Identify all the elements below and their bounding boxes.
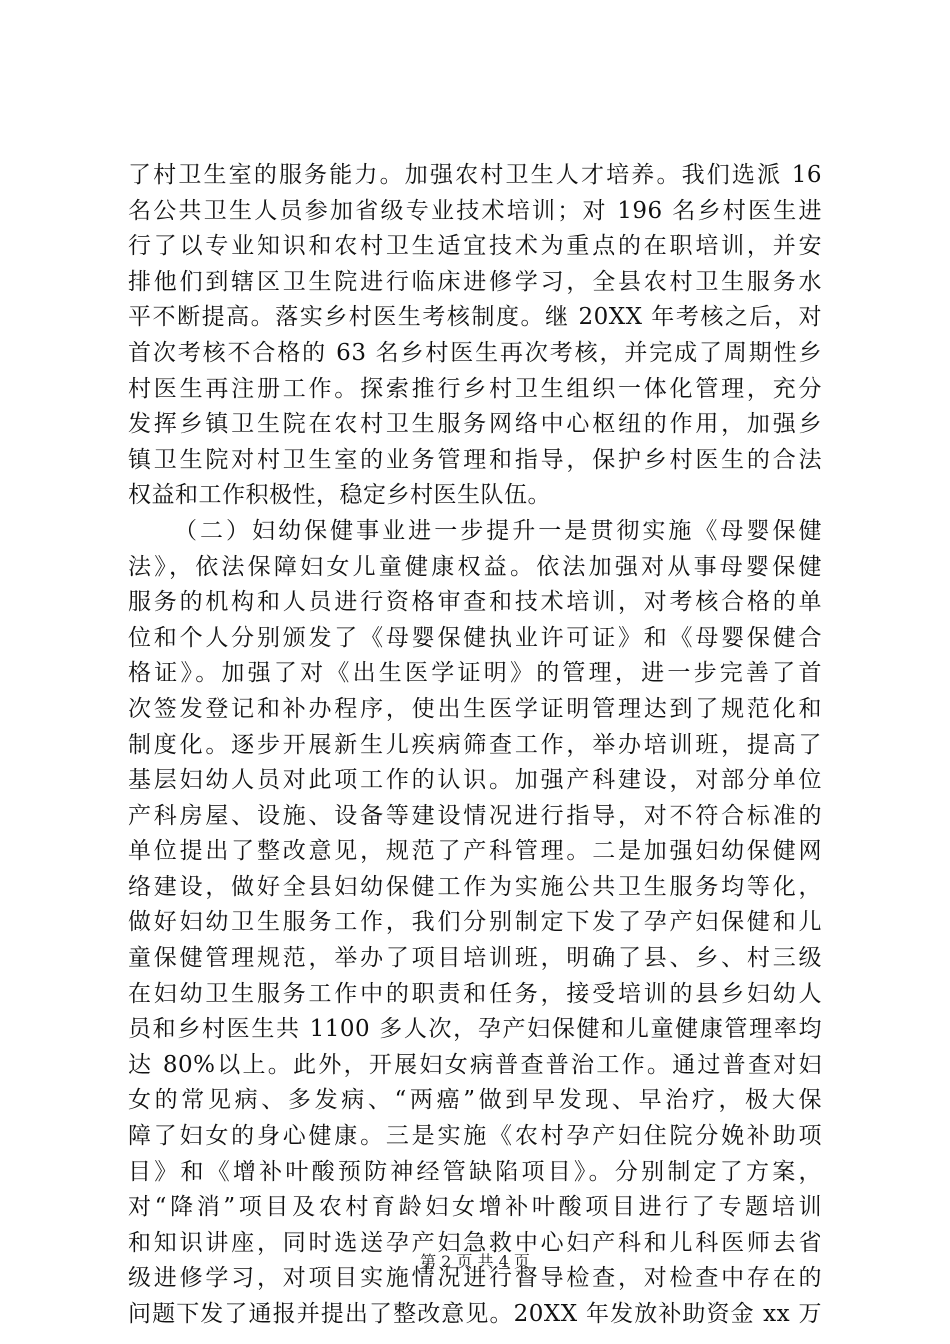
text-line: 平不断提高。落实乡村医生考核制度。继 20XX 年考核之后，对: [128, 304, 822, 331]
text-line: （二）妇幼保健事业进一步提升一是贯彻实施《母婴保健: [174, 517, 822, 544]
text-line: 格证》。加强了对《出生医学证明》的管理，进一步完善了首: [128, 660, 822, 687]
paragraph-2: [128, 514, 822, 1333]
page-footer: [0, 1252, 950, 1272]
text-line: 位和个人分别颁发了《母婴保健执业许可证》和《母婴保健合: [128, 624, 822, 651]
text-line: 了村卫生室的服务能力。加强农村卫生人才培养。我们选派 16: [128, 162, 822, 188]
text-line: 女的常见病、多发病、“两癌”做到早发现、早治疗，极大保: [128, 1087, 822, 1114]
body-text: [128, 158, 822, 1333]
text-line: 在妇幼卫生服务工作中的职责和任务，接受培训的县乡妇幼人: [128, 980, 822, 1007]
text-line: 问题下发了通报并提出了整改意见。20XX 年发放补助资金 xx 万: [128, 1301, 822, 1327]
text-line: 童保健管理规范，举办了项目培训班，明确了县、乡、村三级: [128, 945, 822, 972]
text-line: 次签发登记和补办程序，使出生医学证明管理达到了规范化和: [128, 695, 822, 722]
text-line: 行了以专业知识和农村卫生适宜技术为重点的在职培训，并安: [128, 233, 822, 260]
text-line: 镇卫生院对村卫生室的业务管理和指导，保护乡村医生的合法: [128, 446, 822, 473]
paragraph-1: [128, 158, 822, 514]
text-line: 村医生再注册工作。探索推行乡村卫生组织一体化管理，充分: [128, 375, 822, 402]
text-line: 服务的机构和人员进行资格审查和技术培训，对考核合格的单: [128, 589, 822, 616]
page-number-label: 第 2 页 共 4 页: [420, 1252, 530, 1271]
text-line: 障了妇女的身心健康。三是实施《农村孕产妇住院分娩补助项: [128, 1123, 822, 1150]
text-line: 基层妇幼人员对此项工作的认识。加强产科建设，对部分单位: [128, 767, 822, 794]
text-line: 达 80%以上。此外，开展妇女病普查普治工作。通过普查对妇: [128, 1051, 822, 1078]
text-line: 单位提出了整改意见，规范了产科管理。二是加强妇幼保健网: [128, 838, 822, 865]
text-line: 员和乡村医生共 1100 多人次，孕产妇保健和儿童健康管理率均: [128, 1016, 822, 1043]
text-line: 名公共卫生人员参加省级专业技术培训；对 196 名乡村医生进: [128, 197, 822, 224]
text-line: 制度化。逐步开展新生儿疾病筛查工作，举办培训班，提高了: [128, 731, 822, 758]
text-line: 法》，依法保障妇女儿童健康权益。依法加强对从事母婴保健: [128, 553, 822, 580]
text-line: 做好妇幼卫生服务工作，我们分别制定下发了孕产妇保健和儿: [128, 909, 822, 936]
text-line: 和知识讲座，同时选送孕产妇急救中心妇产科和儿科医师去省: [128, 1229, 822, 1256]
text-line: 权益和工作积极性，稳定乡村医生队伍。: [128, 482, 551, 509]
text-line: 首次考核不合格的 63 名乡村医生再次考核，并完成了周期性乡: [128, 339, 822, 366]
text-line: 对“降消”项目及农村育龄妇女增补叶酸项目进行了专题培训: [128, 1194, 822, 1221]
text-line: 级进修学习，对项目实施情况进行督导检查，对检查中存在的: [128, 1265, 822, 1292]
text-line: 产科房屋、设施、设备等建设情况进行指导，对不符合标准的: [128, 802, 822, 829]
text-line: 目》和《增补叶酸预防神经管缺陷项目》。分别制定了方案，: [128, 1158, 822, 1185]
text-line: 排他们到辖区卫生院进行临床进修学习，全县农村卫生服务水: [128, 268, 822, 295]
text-line: 络建设，做好全县妇幼保健工作为实施公共卫生服务均等化，: [128, 873, 822, 900]
text-line: 发挥乡镇卫生院在农村卫生服务网络中心枢纽的作用，加强乡: [128, 411, 822, 438]
